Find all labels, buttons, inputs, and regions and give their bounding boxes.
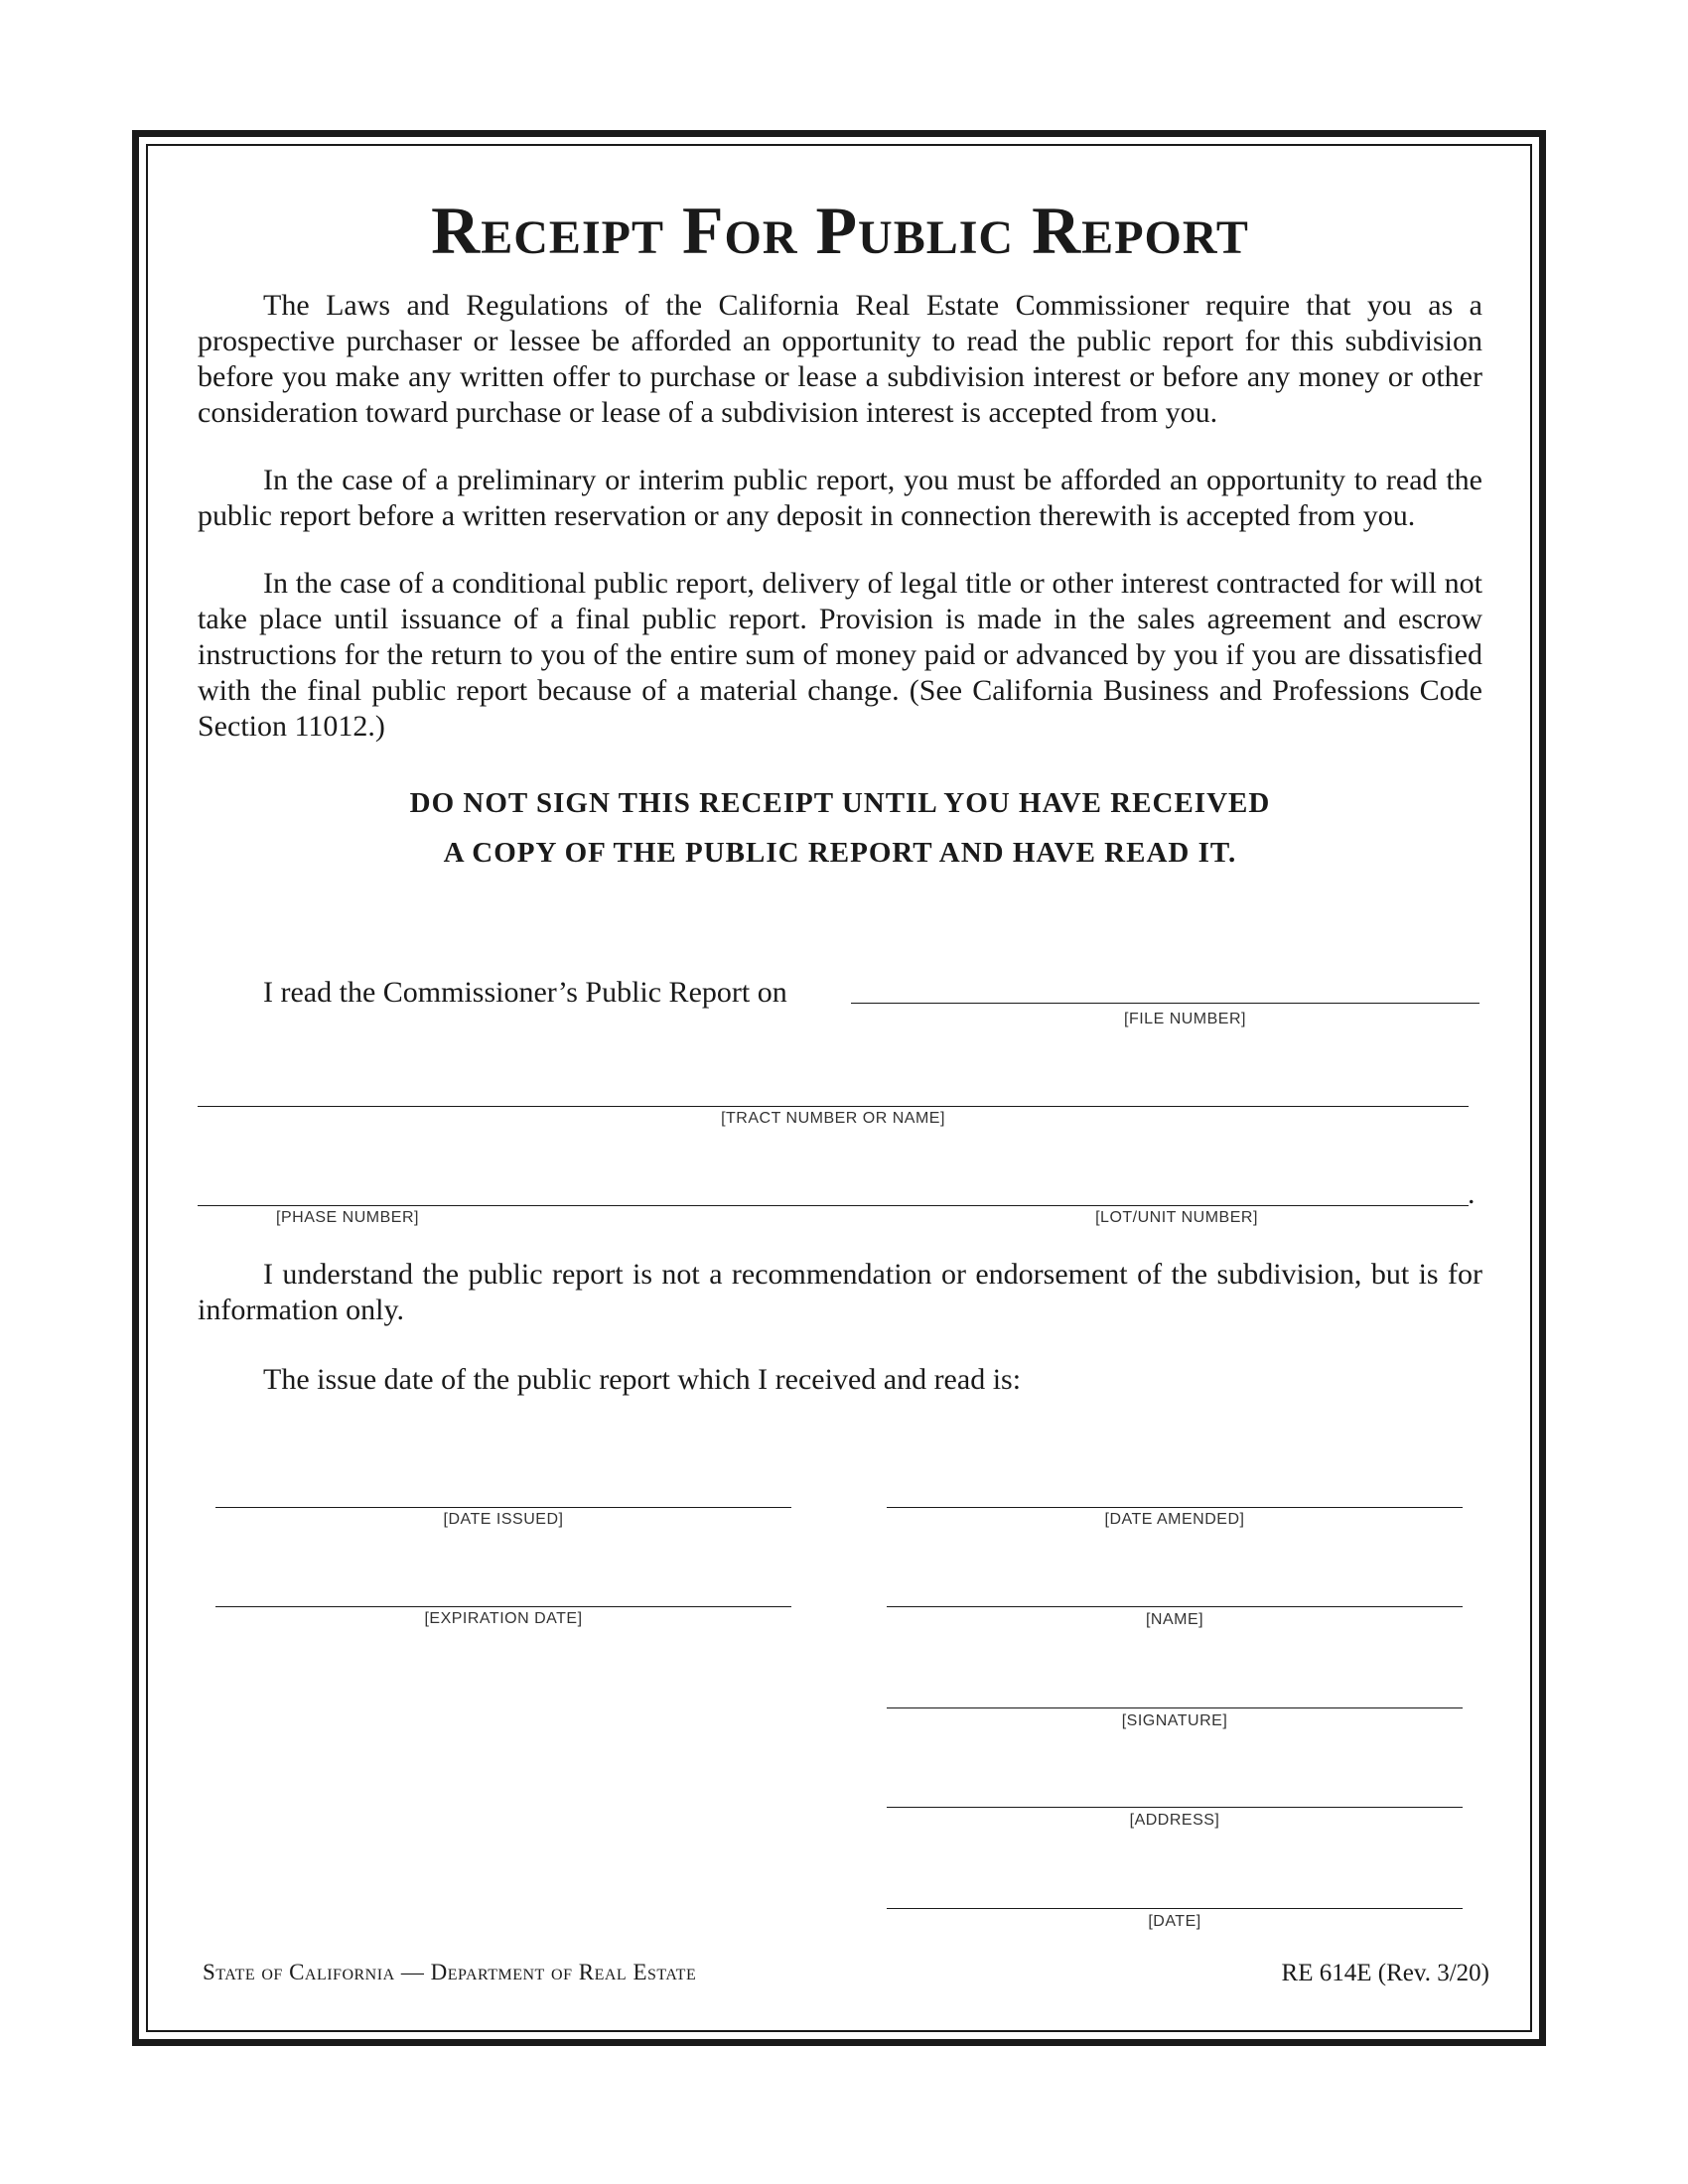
- page-title: Receipt For Public Report: [431, 193, 1249, 268]
- address-caption: [ADDRESS]: [1129, 1812, 1220, 1829]
- signature-line[interactable]: [887, 1707, 1463, 1708]
- understand-statement: I understand the public report is not a recommendation or endorsement of the subdivision, but is for information only.: [198, 1258, 1482, 1326]
- paragraph-preliminary: In the case of a preliminary or interim public report, you must be afforded an opportunity to read the public report before a written reservation or any deposit in connection therewith is accepted from you.: [198, 463, 1482, 532]
- file-number-caption: [FILE NUMBER]: [1124, 1011, 1246, 1027]
- warning-notice: [198, 778, 1482, 878]
- phase-lot-line[interactable]: [198, 1205, 1469, 1206]
- footer-form-id: RE 614E (Rev. 3/20): [1281, 1960, 1489, 1986]
- tract-number-line[interactable]: [198, 1106, 1469, 1107]
- warning-line-1: DO NOT SIGN THIS RECEIPT UNTIL YOU HAVE RECEIVED: [409, 786, 1271, 819]
- expiration-date-caption: [EXPIRATION DATE]: [424, 1610, 583, 1627]
- document-body: [198, 194, 1482, 895]
- date-amended-caption: [DATE AMENDED]: [1104, 1511, 1245, 1528]
- issue-date-statement: The issue date of the public report which I received and read is:: [263, 1363, 1022, 1396]
- date-issued-caption: [DATE ISSUED]: [443, 1511, 564, 1528]
- warning-line-2: A COPY OF THE PUBLIC REPORT AND HAVE READ IT.: [443, 836, 1237, 869]
- expiration-date-line[interactable]: [215, 1606, 791, 1607]
- address-line[interactable]: [887, 1807, 1463, 1808]
- name-line[interactable]: [887, 1606, 1463, 1607]
- date-caption: [DATE]: [1148, 1913, 1201, 1930]
- date-line[interactable]: [887, 1908, 1463, 1909]
- date-amended-line[interactable]: [887, 1507, 1463, 1508]
- phase-number-caption: [PHASE NUMBER]: [276, 1209, 419, 1226]
- footer-agency: State of California — Department of Real Estate: [203, 1960, 697, 1984]
- phase-lot-period: .: [1468, 1177, 1476, 1210]
- date-issued-line[interactable]: [215, 1507, 791, 1508]
- read-statement: I read the Commissioner’s Public Report on: [263, 976, 787, 1009]
- paragraph-conditional: In the case of a conditional public report, delivery of legal title or other interest contracted for will not take place until issuance of a final public report. Provision is made in the sales agreement and escrow instructions for the return to you of the entire sum of money paid or advanced by you if you are dissatisfied with the final public report because of a material change. (See California Business and Professions Code Section 11012.): [198, 566, 1482, 743]
- file-number-line[interactable]: [851, 1003, 1479, 1004]
- signature-caption: [SIGNATURE]: [1121, 1712, 1228, 1729]
- lot-unit-number-caption: [LOT/UNIT NUMBER]: [1095, 1209, 1258, 1226]
- tract-number-caption: [TRACT NUMBER OR NAME]: [721, 1110, 945, 1127]
- paragraph-laws: The Laws and Regulations of the California Real Estate Commissioner require that you as a prospective purchaser or lessee be afforded an opportunity to read the public report for this subdivision before you make any written offer to purchase or lease a subdivision interest or before any money or other consideration toward purchase or lease of a subdivision interest is accepted from you.: [198, 288, 1482, 429]
- name-caption: [NAME]: [1145, 1611, 1204, 1628]
